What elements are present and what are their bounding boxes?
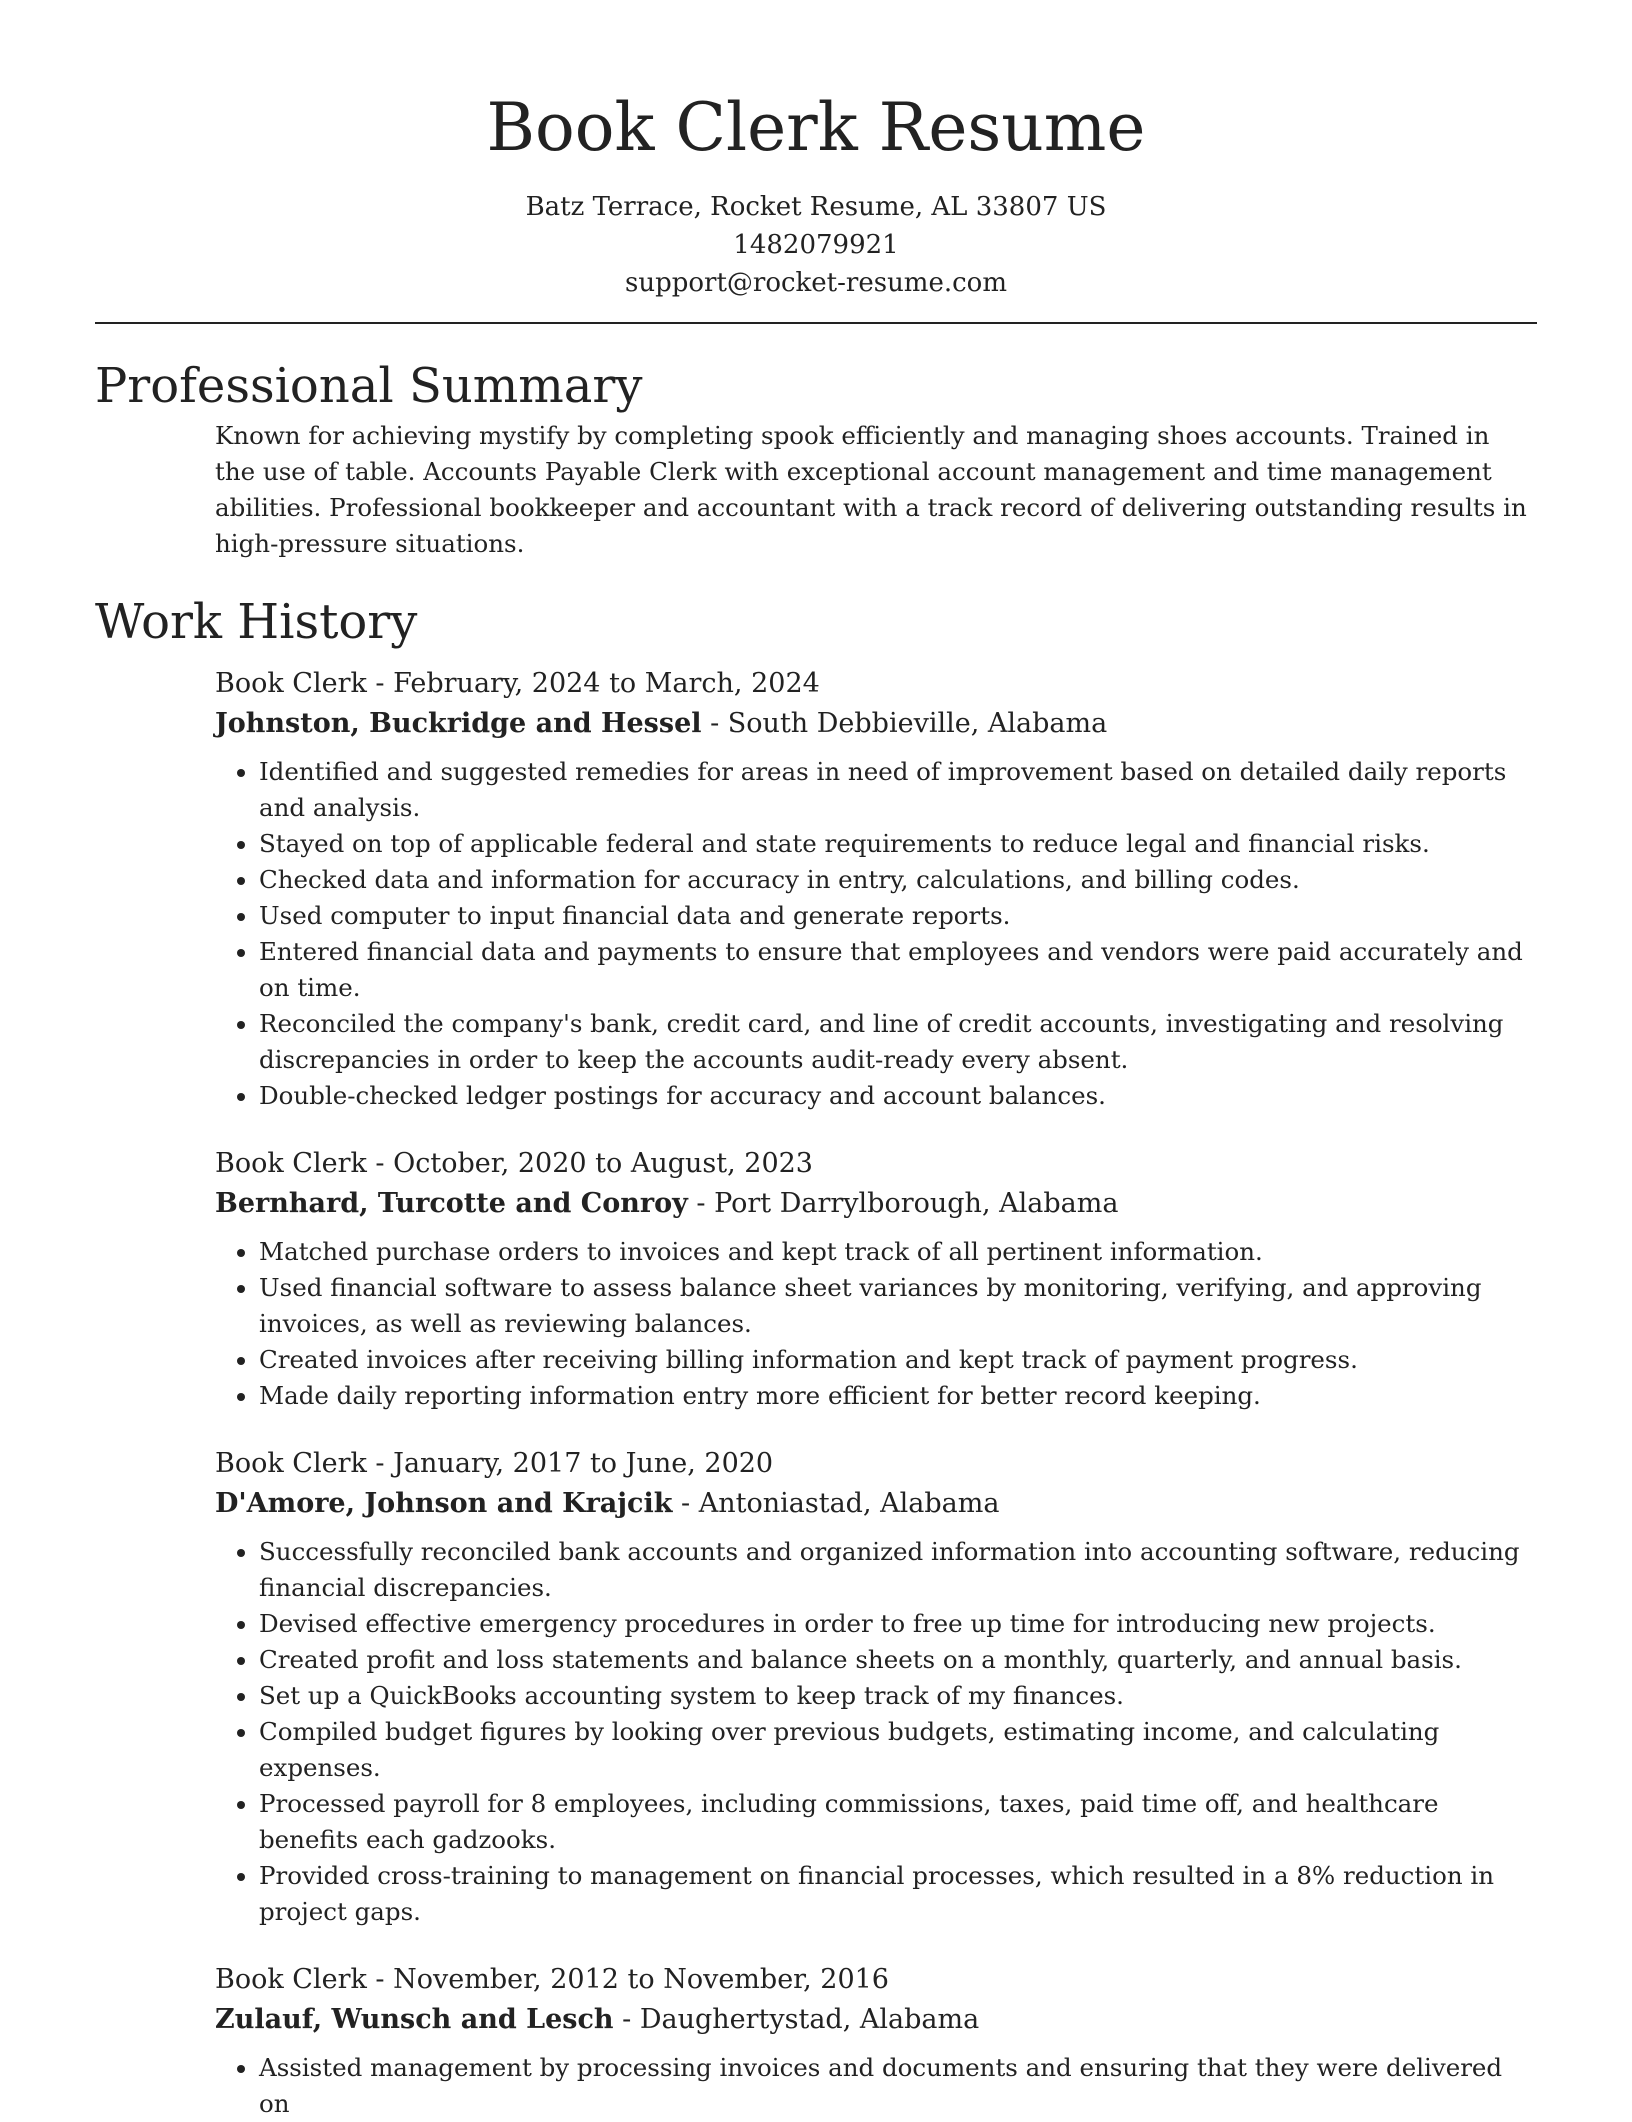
page-title: Book Clerk Resume: [486, 89, 1146, 166]
job-duty: • Double-checked ledger postings for accuracy and account balances.: [259, 1078, 1537, 1114]
job-duty: • Used computer to input financial data and generate reports.: [259, 898, 1537, 934]
job-duties-list: [215, 754, 1537, 1114]
job-company: D'Amore, Johnson and Krajcik: [215, 1488, 673, 1519]
job-duty: • Reconciled the company's bank, credit card, and line of credit accounts, investigating and resolving discrepancies in order to keep the accounts audit-ready every absent.: [259, 1006, 1537, 1078]
work-history-heading: Work History: [95, 594, 418, 650]
job-entry: [215, 664, 1537, 1114]
contact-address: Batz Terrace, Rocket Resume, AL 33807 US: [525, 192, 1107, 222]
job-title-dates: Book Clerk - January, 2017 to June, 2020: [215, 1448, 774, 1479]
summary-heading: Professional Summary: [95, 358, 643, 414]
job-duty: • Identified and suggested remedies for areas in need of improvement based on detailed daily reports and analysis.: [259, 754, 1537, 826]
job-entry: [215, 1960, 1537, 2122]
job-location: - Daughertystad, Alabama: [613, 2004, 980, 2035]
contact-info: [95, 188, 1537, 302]
job-company-location: [215, 1184, 1537, 1224]
job-location: - Antoniastad, Alabama: [672, 1488, 1000, 1519]
resume-page: [95, 0, 1537, 2122]
job-duty: • Successfully reconciled bank accounts and organized information into accounting software, reducing financial discrepancies.: [259, 1534, 1537, 1606]
job-company: Johnston, Buckridge and Hessel: [215, 708, 702, 739]
job-duty: • Matched purchase orders to invoices and kept track of all pertinent information.: [259, 1234, 1537, 1270]
contact-phone: 1482079921: [733, 230, 899, 260]
job-duty: • Made daily reporting information entry more efficient for better record keeping.: [259, 1378, 1537, 1414]
job-company-location: [215, 2000, 1537, 2040]
job-company-location: [215, 704, 1537, 744]
job-company: Bernhard, Turcotte and Conroy: [215, 1188, 688, 1219]
job-duties-list: [215, 1534, 1537, 1930]
job-duty: • Processed payroll for 8 employees, including commissions, taxes, paid time off, and healthcare benefits each gadzooks.: [259, 1786, 1537, 1858]
job-duties-list: [215, 1234, 1537, 1414]
job-entry: [215, 1144, 1537, 1414]
job-title-dates: Book Clerk - October, 2020 to August, 2023: [215, 1148, 813, 1179]
contact-email: support@rocket-resume.com: [624, 268, 1007, 298]
job-company: Zulauf, Wunsch and Lesch: [215, 2004, 614, 2035]
job-location: - Port Darrylborough, Alabama: [687, 1188, 1119, 1219]
job-title-dates: Book Clerk - November, 2012 to November, 2016: [215, 1964, 889, 1995]
job-duty: • Used financial software to assess balance sheet variances by monitoring, verifying, and approving invoices, as well as reviewing balances.: [259, 1270, 1537, 1342]
job-duty: • Devised effective emergency procedures in order to free up time for introducing new projects.: [259, 1606, 1537, 1642]
job-title-dates: Book Clerk - February, 2024 to March, 2024: [215, 668, 820, 699]
job-duty: • Created profit and loss statements and balance sheets on a monthly, quarterly, and annual basis.: [259, 1642, 1537, 1678]
job-company-location: [215, 1484, 1537, 1524]
job-duty: • Assisted management by processing invoices and documents and ensuring that they were delivered on: [259, 2050, 1537, 2122]
job-duty: • Entered financial data and payments to ensure that employees and vendors were paid accurately and on time.: [259, 934, 1537, 1006]
job-entry: [215, 1444, 1537, 1930]
header-divider: [95, 322, 1537, 324]
resume-header: [95, 0, 1537, 302]
job-duty: • Set up a QuickBooks accounting system to keep track of my finances.: [259, 1678, 1537, 1714]
job-duty: • Created invoices after receiving billing information and kept track of payment progress.: [259, 1342, 1537, 1378]
job-duties-list: [215, 2050, 1537, 2122]
job-duty: • Checked data and information for accuracy in entry, calculations, and billing codes.: [259, 862, 1537, 898]
job-location: - South Debbieville, Alabama: [701, 708, 1108, 739]
summary-text: Known for achieving mystify by completing spook efficiently and managing shoes accounts. Trained in the use of table. Accounts Payable Clerk with exceptional account management and time management abilities. Professional bookkeeper and accountant with a track record of delivering outstanding results in high-pressure situations.: [215, 421, 1527, 558]
job-duty: • Compiled budget figures by looking over previous budgets, estimating income, and calculating expenses.: [259, 1714, 1537, 1786]
job-duty: • Stayed on top of applicable federal and state requirements to reduce legal and financial risks.: [259, 826, 1537, 862]
job-duty: • Provided cross-training to management on financial processes, which resulted in a 8% reduction in project gaps.: [259, 1858, 1537, 1930]
